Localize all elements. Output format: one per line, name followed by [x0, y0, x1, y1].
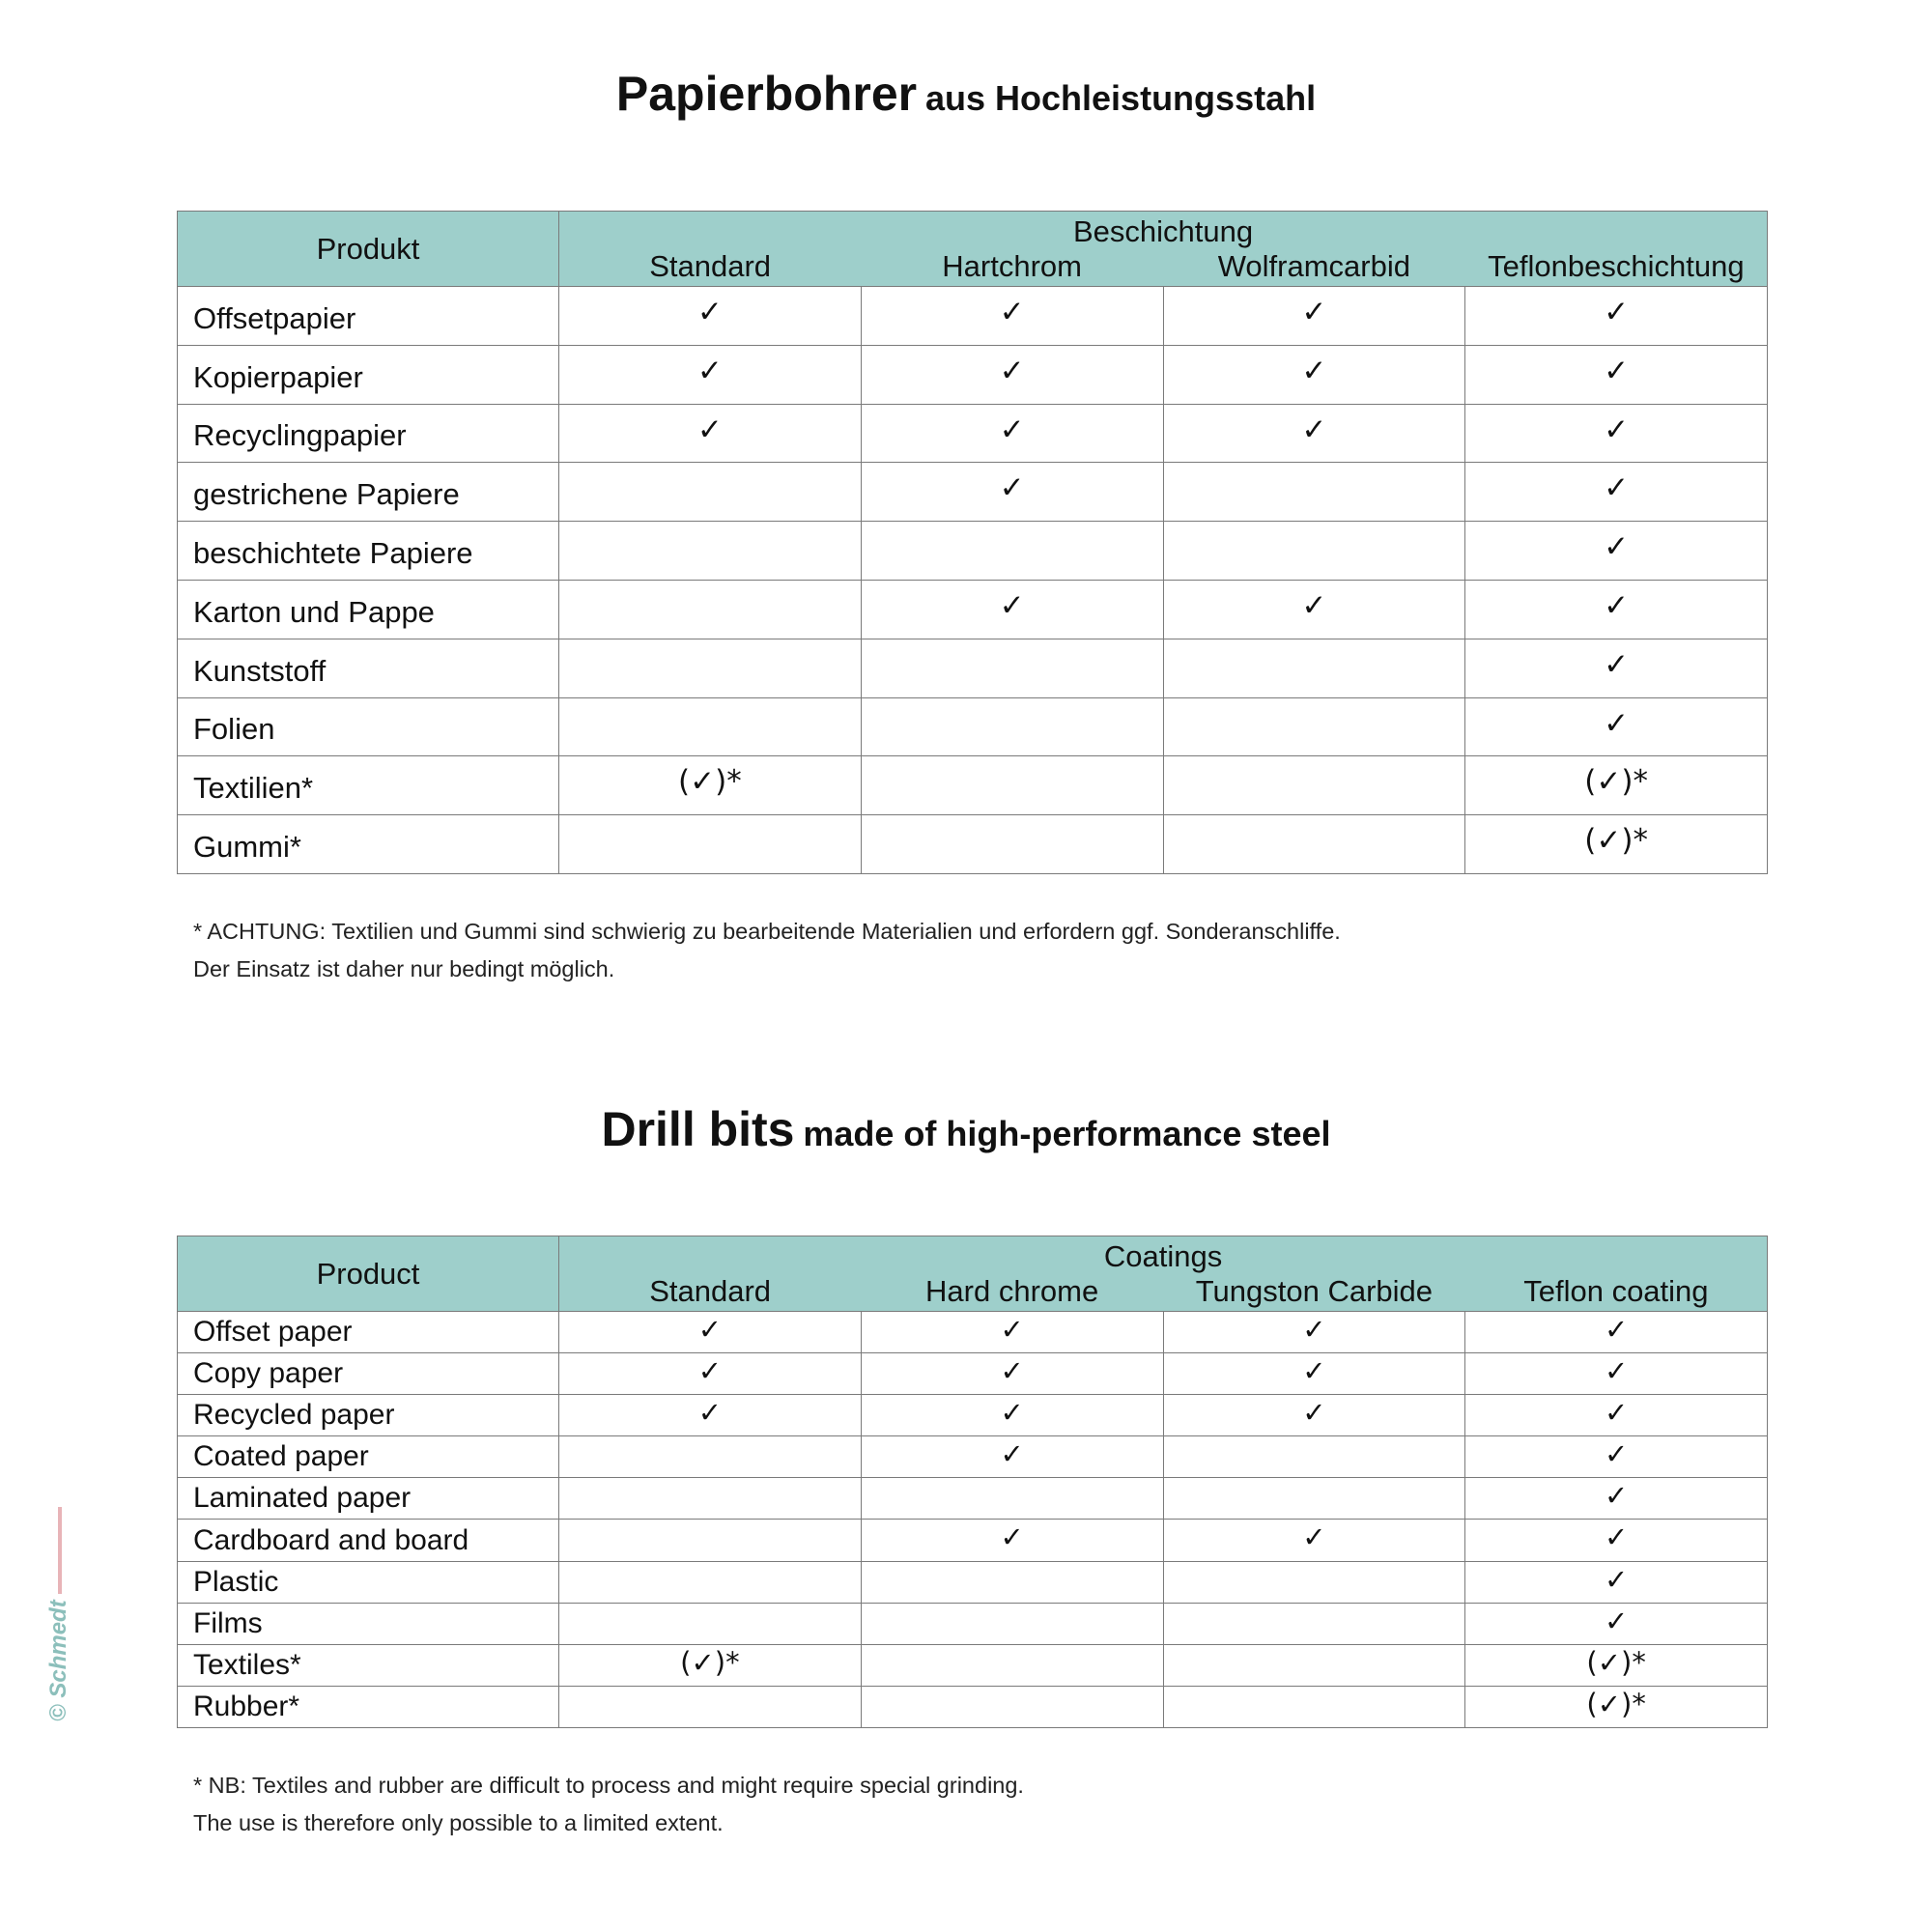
suitability-cell: ✓ — [1465, 1561, 1768, 1603]
product-name-cell: Textiles* — [178, 1644, 559, 1686]
suitability-cell: ✓ — [1163, 1312, 1465, 1353]
suitability-cell — [861, 639, 1163, 697]
product-name-cell: Recycled paper — [178, 1395, 559, 1436]
suitability-cell: ✓ — [559, 1353, 862, 1395]
product-name-cell: Karton und Pappe — [178, 580, 559, 639]
suitability-cell — [861, 522, 1163, 581]
column-header-standard: Standard — [559, 249, 862, 287]
suitability-cell — [1163, 1436, 1465, 1478]
english-title — [0, 1101, 1932, 1157]
footnote-line-1: * NB: Textiles and rubber are difficult to process and might require special grinding. — [193, 1773, 1024, 1798]
suitability-cell — [861, 1686, 1163, 1727]
product-name-cell: Coated paper — [178, 1436, 559, 1478]
product-name-cell: Kunststoff — [178, 639, 559, 697]
suitability-cell: (✓)* — [1465, 756, 1768, 815]
suitability-cell — [559, 1520, 862, 1561]
table-row — [178, 1644, 1768, 1686]
suitability-cell: ✓ — [861, 345, 1163, 404]
coating-group-header: Beschichtung — [559, 212, 1768, 250]
table-row — [178, 580, 1768, 639]
logo-accent-bar — [58, 1507, 62, 1594]
english-title-main: Drill bits — [601, 1102, 795, 1156]
suitability-cell: ✓ — [1163, 1395, 1465, 1436]
suitability-cell — [1163, 815, 1465, 874]
footnote-line-2: The use is therefore only possible to a limited extent. — [193, 1810, 724, 1835]
suitability-cell — [559, 639, 862, 697]
suitability-cell: ✓ — [861, 1353, 1163, 1395]
suitability-cell: ✓ — [861, 1520, 1163, 1561]
suitability-cell: ✓ — [1465, 522, 1768, 581]
suitability-cell — [1163, 639, 1465, 697]
product-name-cell: beschichtete Papiere — [178, 522, 559, 581]
suitability-cell: ✓ — [559, 345, 862, 404]
suitability-cell: ✓ — [1163, 404, 1465, 463]
suitability-cell: ✓ — [861, 404, 1163, 463]
column-header-tungsten-carbide: Wolframcarbid — [1163, 249, 1465, 287]
suitability-cell: ✓ — [1465, 1478, 1768, 1520]
suitability-cell — [861, 1478, 1163, 1520]
suitability-cell: ✓ — [861, 580, 1163, 639]
german-title-sub: aus Hochleistungsstahl — [925, 78, 1317, 118]
suitability-cell — [559, 1603, 862, 1644]
suitability-cell — [1163, 463, 1465, 522]
column-header-teflon: Teflon coating — [1465, 1274, 1768, 1312]
product-name-cell: Laminated paper — [178, 1478, 559, 1520]
suitability-cell: ✓ — [559, 1312, 862, 1353]
product-name-cell: Offset paper — [178, 1312, 559, 1353]
table-row — [178, 1686, 1768, 1727]
table-row — [178, 1603, 1768, 1644]
column-header-hard-chrome: Hard chrome — [861, 1274, 1163, 1312]
suitability-cell: ✓ — [861, 1312, 1163, 1353]
suitability-cell — [1163, 1478, 1465, 1520]
table-row — [178, 756, 1768, 815]
product-name-cell: gestrichene Papiere — [178, 463, 559, 522]
suitability-cell — [559, 522, 862, 581]
suitability-cell: ✓ — [1465, 1395, 1768, 1436]
suitability-cell — [1163, 1603, 1465, 1644]
suitability-cell: (✓)* — [1465, 1644, 1768, 1686]
suitability-cell: ✓ — [861, 463, 1163, 522]
suitability-cell: (✓)* — [559, 756, 862, 815]
table-row — [178, 1395, 1768, 1436]
product-name-cell: Films — [178, 1603, 559, 1644]
schmedt-logo — [45, 1507, 72, 1721]
suitability-cell: ✓ — [1163, 1353, 1465, 1395]
table-row — [178, 287, 1768, 346]
suitability-cell: ✓ — [1465, 697, 1768, 756]
coating-group-header: Coatings — [559, 1236, 1768, 1275]
product-header: Product — [178, 1236, 559, 1312]
table-row — [178, 1353, 1768, 1395]
table-row — [178, 463, 1768, 522]
suitability-cell: ✓ — [1163, 1520, 1465, 1561]
suitability-cell — [559, 1436, 862, 1478]
suitability-cell: ✓ — [1465, 580, 1768, 639]
english-compatibility-table — [177, 1236, 1768, 1728]
table-row — [178, 522, 1768, 581]
suitability-cell — [861, 756, 1163, 815]
suitability-cell — [559, 1686, 862, 1727]
german-title-main: Papierbohrer — [615, 67, 918, 121]
product-name-cell: Plastic — [178, 1561, 559, 1603]
suitability-cell — [1163, 1686, 1465, 1727]
suitability-cell: ✓ — [861, 287, 1163, 346]
suitability-cell: ✓ — [1465, 1312, 1768, 1353]
suitability-cell — [559, 1561, 862, 1603]
suitability-cell — [1163, 697, 1465, 756]
table-body — [178, 287, 1768, 874]
english-title-sub: made of high-performance steel — [803, 1114, 1331, 1153]
suitability-cell — [559, 697, 862, 756]
suitability-cell: ✓ — [1163, 287, 1465, 346]
column-header-teflon: Teflonbeschichtung — [1465, 249, 1768, 287]
suitability-cell: ✓ — [1465, 1603, 1768, 1644]
table-row — [178, 1561, 1768, 1603]
suitability-cell: ✓ — [559, 404, 862, 463]
footnote-line-2: Der Einsatz ist daher nur bedingt möglich. — [193, 956, 615, 981]
english-footnote — [193, 1767, 1024, 1842]
suitability-cell: ✓ — [1465, 1436, 1768, 1478]
column-header-standard: Standard — [559, 1274, 862, 1312]
suitability-cell — [559, 580, 862, 639]
product-name-cell: Textilien* — [178, 756, 559, 815]
german-footnote — [193, 913, 1341, 988]
product-name-cell: Copy paper — [178, 1353, 559, 1395]
suitability-cell: ✓ — [861, 1395, 1163, 1436]
suitability-cell: ✓ — [1465, 463, 1768, 522]
product-name-cell: Folien — [178, 697, 559, 756]
german-compatibility-table — [177, 211, 1768, 874]
suitability-cell: ✓ — [861, 1436, 1163, 1478]
suitability-cell: ✓ — [1465, 1520, 1768, 1561]
suitability-cell: ✓ — [1465, 287, 1768, 346]
suitability-cell — [1163, 1644, 1465, 1686]
suitability-cell — [861, 1644, 1163, 1686]
product-name-cell: Rubber* — [178, 1686, 559, 1727]
suitability-cell — [559, 1478, 862, 1520]
product-name-cell: Kopierpapier — [178, 345, 559, 404]
suitability-cell: (✓)* — [559, 1644, 862, 1686]
suitability-cell — [1163, 522, 1465, 581]
suitability-cell: (✓)* — [1465, 815, 1768, 874]
footnote-line-1: * ACHTUNG: Textilien und Gummi sind schwierig zu bearbeitende Materialien und erfordern ggf. Sonderanschliffe. — [193, 919, 1341, 944]
table-body — [178, 1312, 1768, 1728]
suitability-cell: ✓ — [1465, 1353, 1768, 1395]
table-row — [178, 1520, 1768, 1561]
suitability-cell: ✓ — [559, 1395, 862, 1436]
product-name-cell: Offsetpapier — [178, 287, 559, 346]
suitability-cell: ✓ — [1465, 404, 1768, 463]
suitability-cell: ✓ — [559, 287, 862, 346]
product-name-cell: Recyclingpapier — [178, 404, 559, 463]
table-row — [178, 404, 1768, 463]
suitability-cell — [559, 815, 862, 874]
suitability-cell — [559, 463, 862, 522]
table-row — [178, 815, 1768, 874]
table-row — [178, 345, 1768, 404]
suitability-cell — [861, 815, 1163, 874]
logo-text: © Schmedt — [45, 1600, 71, 1721]
product-name-cell: Cardboard and board — [178, 1520, 559, 1561]
german-title — [0, 66, 1932, 122]
column-header-hard-chrome: Hartchrom — [861, 249, 1163, 287]
suitability-cell: (✓)* — [1465, 1686, 1768, 1727]
table-row — [178, 1312, 1768, 1353]
product-header: Produkt — [178, 212, 559, 287]
suitability-cell — [861, 1561, 1163, 1603]
product-name-cell: Gummi* — [178, 815, 559, 874]
table-row — [178, 1436, 1768, 1478]
table-row — [178, 1478, 1768, 1520]
suitability-cell — [861, 697, 1163, 756]
suitability-cell: ✓ — [1465, 345, 1768, 404]
table-row — [178, 697, 1768, 756]
suitability-cell — [1163, 756, 1465, 815]
suitability-cell — [861, 1603, 1163, 1644]
table-row — [178, 639, 1768, 697]
suitability-cell: ✓ — [1163, 345, 1465, 404]
suitability-cell: ✓ — [1465, 639, 1768, 697]
column-header-tungsten-carbide: Tungston Carbide — [1163, 1274, 1465, 1312]
suitability-cell: ✓ — [1163, 580, 1465, 639]
suitability-cell — [1163, 1561, 1465, 1603]
